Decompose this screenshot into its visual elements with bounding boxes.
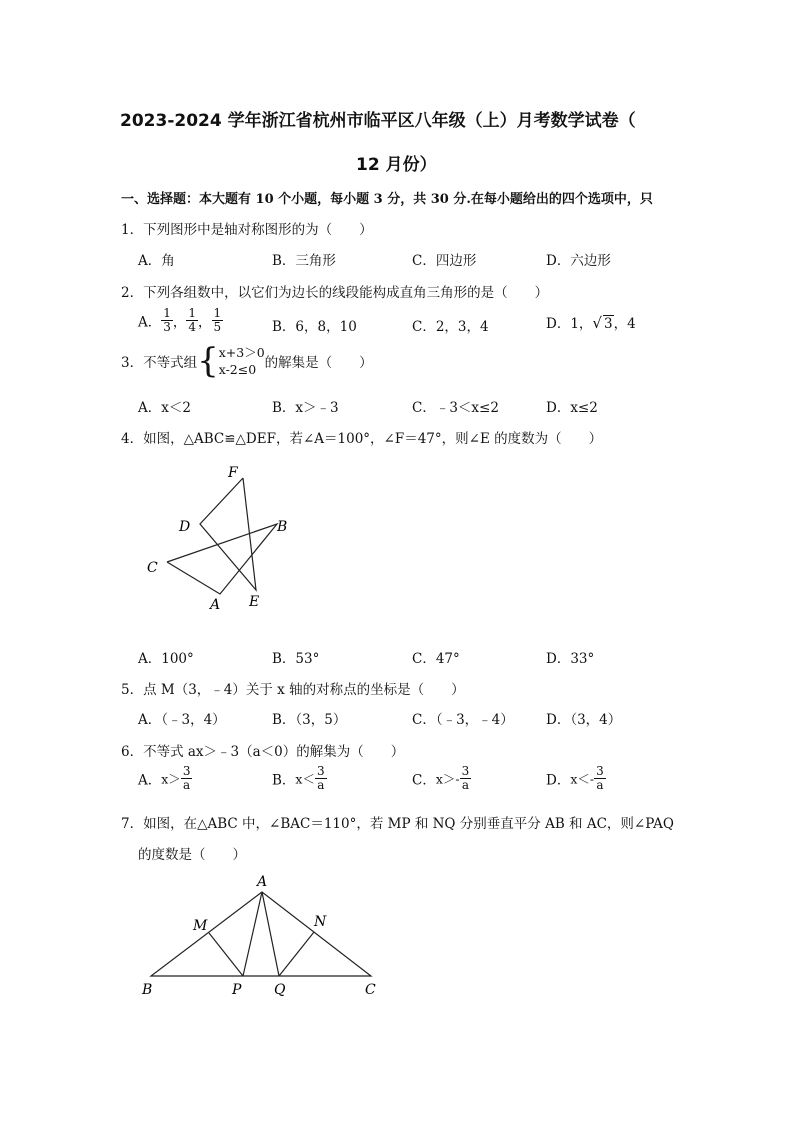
vertex-label-b: B — [277, 519, 288, 535]
fraction-denominator: a — [317, 778, 325, 792]
q5-option-c: C．（﹣3，﹣4） — [412, 712, 514, 728]
point-label-q: Q — [274, 982, 286, 998]
exam-title-line2: 12 月份） — [356, 155, 437, 175]
q2-option-d-prefix: D．1， — [546, 316, 593, 332]
q6-option-c-prefix: C． — [412, 772, 436, 789]
fraction-denominator: 5 — [213, 320, 222, 334]
inequality-2: x-2≤0 — [218, 362, 257, 377]
fraction-denominator: a — [183, 778, 191, 792]
q6-option-d-relation: x＜- — [570, 771, 595, 787]
q7-triangle-figure — [138, 870, 388, 1000]
fraction — [186, 307, 198, 334]
question-3-stem — [121, 341, 373, 381]
question-6-stem: 6．不等式 ax＞﹣3（a＜0）的解集为（ ） — [121, 744, 405, 760]
q3-stem-prefix: 3．不等式组 — [121, 355, 198, 371]
q6-option-d-prefix: D． — [546, 772, 571, 789]
q5-option-d: D．（3，4） — [546, 712, 622, 728]
q3-option-c: C．﹣3＜x≤2 — [412, 400, 499, 416]
vertex-label-d: D — [179, 519, 191, 535]
q6-option-b-prefix: B． — [272, 772, 296, 789]
sqrt-radicand: 3 — [603, 316, 613, 332]
vertex-label-c: C — [147, 560, 158, 576]
point-label-n: N — [314, 914, 327, 930]
fraction-numerator: 1 — [188, 306, 197, 320]
point-label-p: P — [232, 982, 242, 998]
fraction-numerator: 3 — [596, 764, 604, 778]
triangle-abc — [151, 892, 371, 976]
fraction-numerator: 3 — [316, 764, 325, 778]
section-heading: 一、选择题：本大题有 10 个小题，每小题 3 分，共 30 分.在每小题给出的四个选项中，只 — [121, 192, 653, 207]
fraction-denominator: a — [596, 778, 604, 792]
separator: ， — [172, 314, 187, 331]
q6-option-c — [412, 765, 471, 792]
fraction-numerator: 1 — [213, 306, 222, 320]
question-5-stem: 5．点 M（3，﹣4）关于 x 轴的对称点的坐标是（ ） — [121, 682, 465, 698]
q4-option-c: C．47° — [412, 651, 460, 667]
system-brace: { — [197, 341, 219, 381]
q4-triangle-figure — [140, 460, 300, 612]
q1-option-c: C．四边形 — [412, 253, 477, 269]
fraction-denominator: 4 — [188, 320, 197, 334]
q6-option-b-relation: x＜ — [295, 771, 315, 787]
segment-aq — [262, 892, 279, 976]
q2-option-a-prefix: A． — [138, 314, 162, 331]
fraction-denominator: 3 — [163, 320, 171, 334]
q6-option-c-relation: x＞- — [435, 771, 460, 787]
q3-option-d: D．x≤2 — [546, 400, 598, 416]
fraction-numerator: 3 — [182, 764, 191, 778]
q6-option-a — [138, 765, 192, 792]
q2-option-d: D．1，√ 3，4 — [546, 314, 636, 332]
q2-option-d-tail: ，4 — [613, 316, 636, 332]
fraction — [315, 765, 327, 792]
fraction — [212, 307, 224, 334]
q6-option-d — [546, 765, 606, 792]
q3-option-a: A．x＜2 — [138, 400, 191, 416]
exam-title-line1: 2023-2024 学年浙江省杭州市临平区八年级（上）月考数学试卷（ — [120, 111, 636, 131]
vertex-label-f: F — [228, 465, 238, 481]
inequality-1: x+3＞0 — [218, 345, 265, 360]
vertex-label-b: B — [142, 982, 153, 998]
q3-option-b: B．x＞﹣3 — [272, 400, 339, 416]
q5-option-b: B．（3，5） — [272, 712, 347, 728]
q6-option-b — [272, 765, 327, 792]
q4-option-a: A．100° — [138, 651, 194, 667]
q4-option-b: B．53° — [272, 651, 320, 667]
separator: ， — [198, 314, 212, 331]
q3-stem-suffix: 的解集是（ ） — [264, 355, 373, 371]
q2-option-b: B．6，8，10 — [272, 319, 357, 335]
fraction-numerator: 1 — [163, 306, 171, 320]
q5-option-a: A．（﹣3，4） — [138, 712, 226, 728]
fraction — [161, 307, 173, 334]
question-2-stem: 2．下列各组数中，以它们为边长的线段能构成直角三角形的是（ ） — [121, 285, 549, 301]
vertex-label-c: C — [365, 982, 376, 998]
question-1-stem: 1．下列图形中是轴对称图形的为（ ） — [121, 222, 373, 238]
inequality-system — [219, 344, 265, 378]
vertex-label-a: A — [210, 597, 221, 612]
fraction-numerator: 3 — [461, 764, 470, 778]
fraction-denominator: a — [461, 778, 470, 792]
q1-option-a: A．角 — [138, 253, 175, 269]
q6-option-a-prefix: A． — [138, 772, 162, 789]
vertex-label-e: E — [249, 594, 260, 610]
fraction — [460, 765, 472, 792]
q4-option-d: D．33° — [546, 651, 595, 667]
question-7-stem: 7．如图，在△ABC 中，∠BAC＝110°，若 MP 和 NQ 分别垂直平分 AB 和 AC，则∠PAQ — [121, 816, 674, 832]
q2-option-a — [138, 307, 223, 334]
q2-option-c: C．2，3，4 — [412, 319, 489, 335]
question-4-stem: 4．如图，△ABC≌△DEF，若∠A＝100°，∠F＝47°，则∠E 的度数为（ ） — [121, 431, 603, 447]
q1-option-d: D．六边形 — [546, 253, 611, 269]
point-label-m: M — [193, 918, 208, 934]
question-7-stem-cont: 的度数是（ ） — [138, 847, 246, 863]
vertex-label-a: A — [257, 874, 268, 890]
segment-nq — [279, 932, 314, 976]
q1-option-b: B．三角形 — [272, 253, 336, 269]
q6-option-a-relation: x＞ — [161, 771, 181, 787]
fraction — [594, 765, 606, 792]
segment-mp — [209, 933, 243, 976]
fraction — [181, 765, 193, 792]
